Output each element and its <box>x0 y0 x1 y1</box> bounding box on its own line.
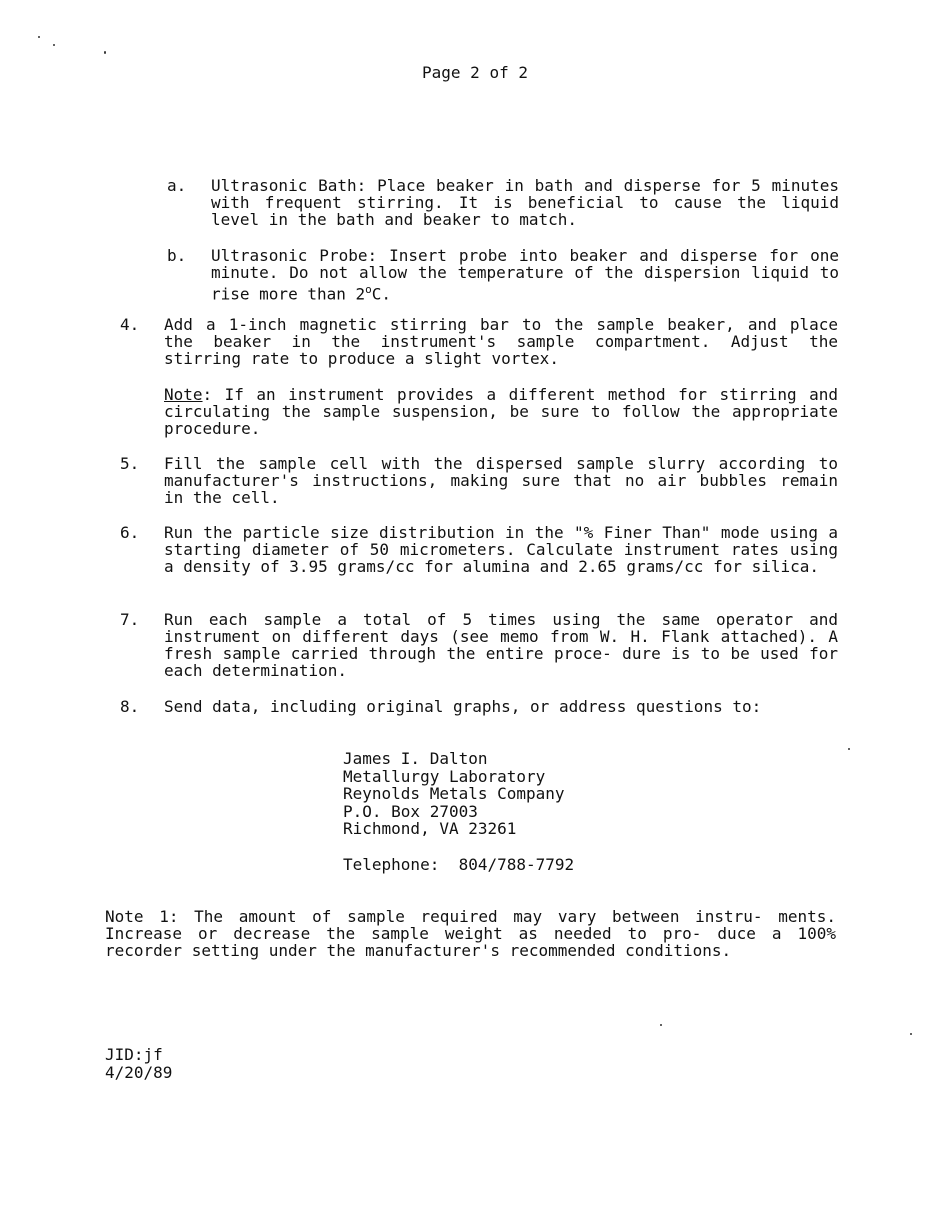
step-marker: 4. <box>120 315 140 334</box>
footnote-1 <box>105 908 836 959</box>
note-colon: : <box>202 385 213 404</box>
substep-body: Place beaker in bath and disperse for 5 minutes with frequent stirring. It is beneficial to cause the liquid level in the bath and beaker to match. <box>211 176 840 229</box>
scan-speck <box>104 51 106 54</box>
substep-ultrasonic-probe <box>167 247 839 302</box>
telephone-label: Telephone: <box>343 855 440 874</box>
substep-title: Ultrasonic Bath: <box>211 176 367 195</box>
scan-speck <box>848 748 850 750</box>
step-text: Send data, including original graphs, or address questions to: <box>164 697 762 716</box>
step-4 <box>120 316 838 367</box>
scan-speck <box>53 44 55 46</box>
scan-speck <box>660 1024 662 1026</box>
step-text: Fill the sample cell with the dispersed sample slurry according to manufacturer's instructions, making sure that no air bubbles remain in the cell. <box>164 454 838 507</box>
substep-text <box>211 177 839 228</box>
author-initials-block <box>105 1046 172 1082</box>
step-marker: 7. <box>120 610 140 629</box>
contact-po-box: P.O. Box 27003 <box>343 801 478 821</box>
footnote-text: The amount of sample required may vary between instru- ments. Increase or decrease the sample weight as needed to pro- duce a 100% recorder setting under the manufacturer's recommended conditions. <box>105 907 837 960</box>
substep-body: Insert probe into beaker and disperse for one minute. Do not allow the temperature of the dispersion liquid to rise more than 2 <box>211 246 839 304</box>
substep-marker: a. <box>167 176 187 195</box>
step-marker: 8. <box>120 697 140 716</box>
step-text: Run the particle size distribution in the "% Finer Than" mode using a starting diameter of 50 micrometers. Calculate instrument rates using a density of 3.95 grams/cc for alumina and 2.65 grams/cc for silica. <box>164 523 838 576</box>
step-4-note <box>164 386 838 437</box>
step-8 <box>120 698 838 715</box>
substep-marker: b. <box>167 246 187 265</box>
contact-company: Reynolds Metals Company <box>343 784 565 804</box>
step-marker: 6. <box>120 523 140 542</box>
step-text: Run each sample a total of 5 times using the same operator and instrument on different days (see memo from W. H. Flank attached). A fresh sample carried through the entire proce- dure is to be used for each determination. <box>164 610 838 680</box>
substep-tail: C. <box>371 284 392 304</box>
scan-speck <box>38 36 40 38</box>
contact-department: Metallurgy Laboratory <box>343 766 546 786</box>
document-date: 4/20/89 <box>105 1063 173 1082</box>
contact-address <box>343 750 663 838</box>
contact-city: Richmond, VA 23261 <box>343 819 517 839</box>
substep-text <box>211 247 839 302</box>
note-text: If an instrument provides a different method for stirring and circulating the sample suspension, be sure to follow the appropriate procedure. <box>164 385 838 438</box>
contact-telephone <box>343 856 574 873</box>
contact-name: James I. Dalton <box>343 749 488 768</box>
telephone-number: 804/788-7792 <box>458 855 575 874</box>
footnote-label: Note 1: <box>105 907 179 926</box>
substep-ultrasonic-bath <box>167 177 839 228</box>
step-text: Add a 1-inch magnetic stirring bar to the sample beaker, and place the beaker in the instrument's sample compartment. Adjust the stirring rate to produce a slight vortex. <box>164 315 838 368</box>
step-6 <box>120 524 838 575</box>
step-marker: 5. <box>120 454 140 473</box>
note-label: Note <box>164 385 203 404</box>
scan-speck <box>910 1033 912 1035</box>
author-initials: JID:jf <box>105 1045 163 1064</box>
step-7 <box>120 611 838 679</box>
substep-title: Ultrasonic Probe: <box>211 246 378 265</box>
page-number: Page 2 of 2 <box>422 63 528 82</box>
degree-symbol: o <box>365 283 372 296</box>
step-5 <box>120 455 838 506</box>
